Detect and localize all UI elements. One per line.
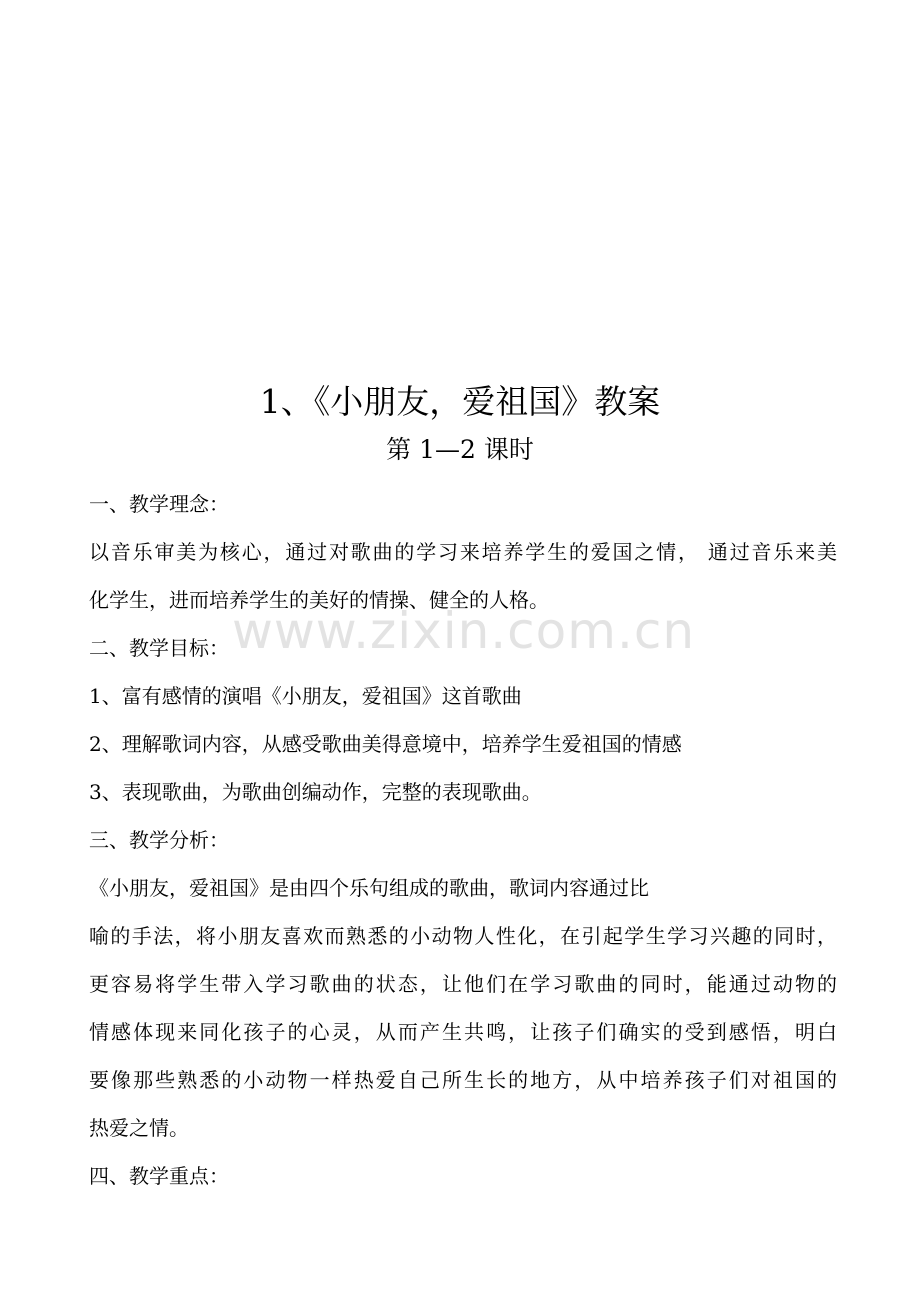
list-item-goal-3: 3、表现歌曲，为歌曲创编动作，完整的表现歌曲。 [89, 780, 542, 804]
document-title: 1、《小朋友，爱祖国》教案 [259, 382, 661, 421]
section-heading-teaching-philosophy: 一、教学理念： [89, 492, 229, 516]
section-heading-teaching-goals: 二、教学目标： [89, 636, 229, 660]
paragraph-line: 热爱之情。 [89, 1116, 189, 1140]
section-heading-teaching-focus: 四、教学重点： [89, 1164, 229, 1188]
paragraph-line: 情感体现来同化孩子的心灵，从而产生共鸣，让孩子们确实的受到感悟，明白 [89, 1020, 837, 1044]
list-item-goal-2: 2、理解歌词内容，从感受歌曲美得意境中，培养学生爱祖国的情感 [89, 732, 682, 756]
paragraph-line: 喻的手法，将小朋友喜欢而熟悉的小动物人性化，在引起学生学习兴趣的同时， [89, 924, 837, 948]
paragraph-line: 《小朋友，爱祖国》是由四个乐句组成的歌曲，歌词内容通过比 [89, 876, 649, 900]
paragraph-line: 化学生，进而培养学生的美好的情操、健全的人格。 [89, 588, 549, 612]
paragraph-line: 要像那些熟悉的小动物一样热爱自己所生长的地方，从中培养孩子们对祖国的 [89, 1068, 837, 1092]
paragraph-line: 以音乐审美为核心，通过对歌曲的学习来培养学生的爱国之情， 通过音乐来美 [89, 540, 837, 564]
paragraph-line: 更容易将学生带入学习歌曲的状态，让他们在学习歌曲的同时，能通过动物的 [89, 972, 837, 996]
section-heading-teaching-analysis: 三、教学分析： [89, 828, 229, 852]
watermark: www.zixin.com.cn [232, 602, 696, 660]
list-item-goal-1: 1、富有感情的演唱《小朋友，爱祖国》这首歌曲 [89, 684, 522, 708]
document-subtitle: 第 1—2 课时 [386, 435, 534, 464]
document-body [89, 480, 837, 1200]
